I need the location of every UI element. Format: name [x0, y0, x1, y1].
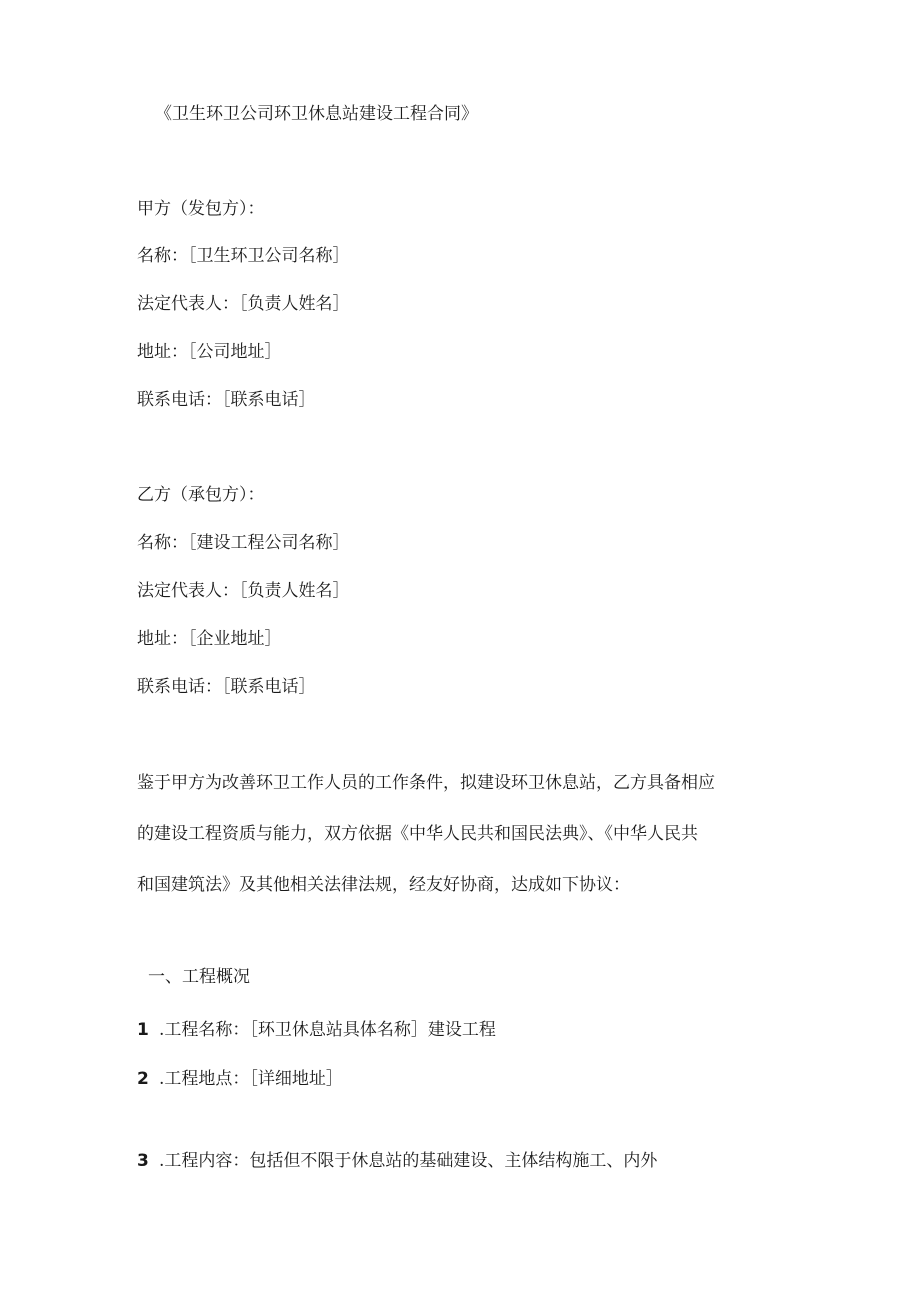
section-1-item-3 — [137, 1150, 657, 1173]
item-text: .工程名称：［环卫休息站具体名称］建设工程 — [159, 1020, 496, 1040]
item-number: 3 — [137, 1151, 149, 1171]
section-1-item-1 — [137, 1019, 496, 1042]
item-number: 1 — [137, 1020, 149, 1040]
item-text: .工程内容：包括但不限于休息站的基础建设、主体结构施工、内外 — [159, 1151, 658, 1171]
party-b-name: 名称：［建设工程公司名称］ — [137, 533, 350, 553]
party-b-representative: 法定代表人：［负责人姓名］ — [137, 581, 350, 601]
party-a-name: 名称：［卫生环卫公司名称］ — [137, 246, 350, 266]
preamble-line-3: 和国建筑法》及其他相关法律法规，经友好协商，达成如下协议： — [137, 875, 630, 895]
preamble-line-2: 的建设工程资质与能力，双方依据《中华人民共和国民法典》、《中华人民共 — [137, 824, 698, 844]
party-b-phone: 联系电话：［联系电话］ — [137, 677, 316, 697]
item-number: 2 — [137, 1069, 149, 1089]
document-title: 《卫生环卫公司环卫休息站建设工程合同》 — [155, 104, 478, 124]
item-text: .工程地点：［详细地址］ — [159, 1069, 343, 1089]
party-a-address: 地址：［公司地址］ — [137, 342, 282, 362]
preamble-line-1: 鉴于甲方为改善环卫工作人员的工作条件，拟建设环卫休息站，乙方具备相应 — [137, 773, 715, 793]
party-a-phone: 联系电话：［联系电话］ — [137, 390, 316, 410]
party-a-heading: 甲方（发包方）： — [137, 199, 265, 219]
section-1-heading: 一、工程概况 — [148, 967, 250, 987]
section-1-item-2 — [137, 1068, 343, 1091]
party-b-address: 地址：［企业地址］ — [137, 629, 282, 649]
party-a-representative: 法定代表人：［负责人姓名］ — [137, 294, 350, 314]
party-b-heading: 乙方（承包方）： — [137, 485, 265, 505]
